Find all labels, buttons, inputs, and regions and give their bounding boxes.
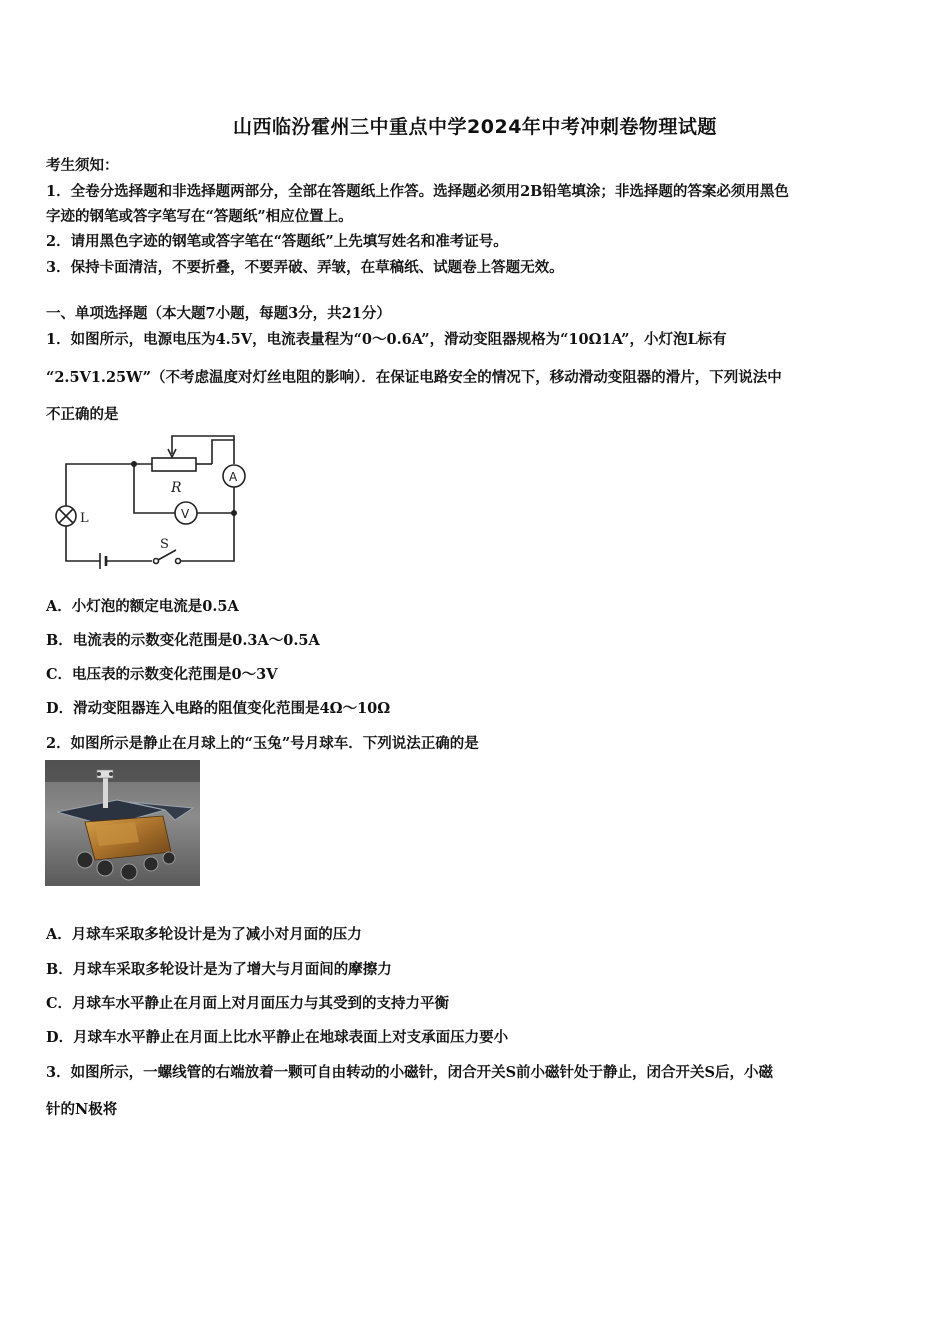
circuit-diagram — [44, 430, 256, 570]
q1-option-c: C．电压表的示数变化范围是0～3V — [46, 666, 278, 683]
voltmeter-label: V — [181, 507, 190, 521]
question-1-line-2: “2.5V1.25W”（不考虑温度对灯丝电阻的影响）．在保证电路安全的情况下，移动滑动变阻器的滑片，下列说法中 — [46, 369, 782, 386]
q2-option-c: C．月球车水平静止在月面上对月面压力与其受到的支持力平衡 — [46, 995, 450, 1012]
q2-option-b: B．月球车采取多轮设计是为了增大与月面间的摩擦力 — [46, 961, 392, 978]
notice-item-2: 2．请用黑色字迹的钢笔或答字笔在“答题纸”上先填写姓名和准考证号。 — [46, 233, 508, 250]
question-1-line-3: 不正确的是 — [46, 406, 119, 423]
q1-option-a: A．小灯泡的额定电流是0.5A — [46, 598, 239, 615]
q1-option-d: D．滑动变阻器连入电路的阻值变化范围是4Ω～10Ω — [46, 700, 391, 717]
rheostat-label: R — [171, 480, 182, 496]
section-heading: 一、单项选择题（本大题7小题，每题3分，共21分） — [46, 305, 391, 322]
q2-option-a: A．月球车采取多轮设计是为了减小对月面的压力 — [46, 926, 362, 943]
notice-heading: 考生须知： — [46, 157, 119, 174]
question-1-line-1: 1．如图所示，电源电压为4.5V，电流表量程为“0～0.6A”，滑动变阻器规格为“10Ω1A”，小灯泡L标有 — [46, 331, 727, 348]
question-3-line-2: 针的N极将 — [46, 1101, 118, 1118]
q2-option-d: D．月球车水平静止在月面上比水平静止在地球表面上对支承面压力要小 — [46, 1029, 509, 1046]
switch-label: S — [160, 537, 169, 552]
notice-item-3: 3．保持卡面清洁，不要折叠，不要弄破、弄皱，在草稿纸、试题卷上答题无效。 — [46, 259, 564, 276]
notice-item-1-line-1: 1．全卷分选择题和非选择题两部分，全部在答题纸上作答。选择题必须用2B铅笔填涂；非选择题的答案必须用黑色 — [46, 183, 789, 200]
q1-option-b: B．电流表的示数变化范围是0.3A～0.5A — [46, 632, 320, 649]
page-title: 山西临汾霍州三中重点中学2024年中考冲刺卷物理试题 — [233, 116, 717, 138]
notice-item-1-line-2: 字迹的钢笔或答字笔写在“答题纸”相应位置上。 — [46, 208, 353, 225]
ammeter-label: A — [229, 470, 238, 484]
rheostat-symbol — [152, 458, 196, 471]
question-3-line-1: 3．如图所示，一螺线管的右端放着一颗可自由转动的小磁针，闭合开关S前小磁针处于静止，闭合开关S后，小磁 — [46, 1064, 774, 1081]
question-2-stem: 2．如图所示是静止在月球上的“玉兔”号月球车．下列说法正确的是 — [46, 735, 479, 752]
lunar-rover-photo — [45, 760, 200, 886]
lamp-label: L — [80, 511, 89, 526]
